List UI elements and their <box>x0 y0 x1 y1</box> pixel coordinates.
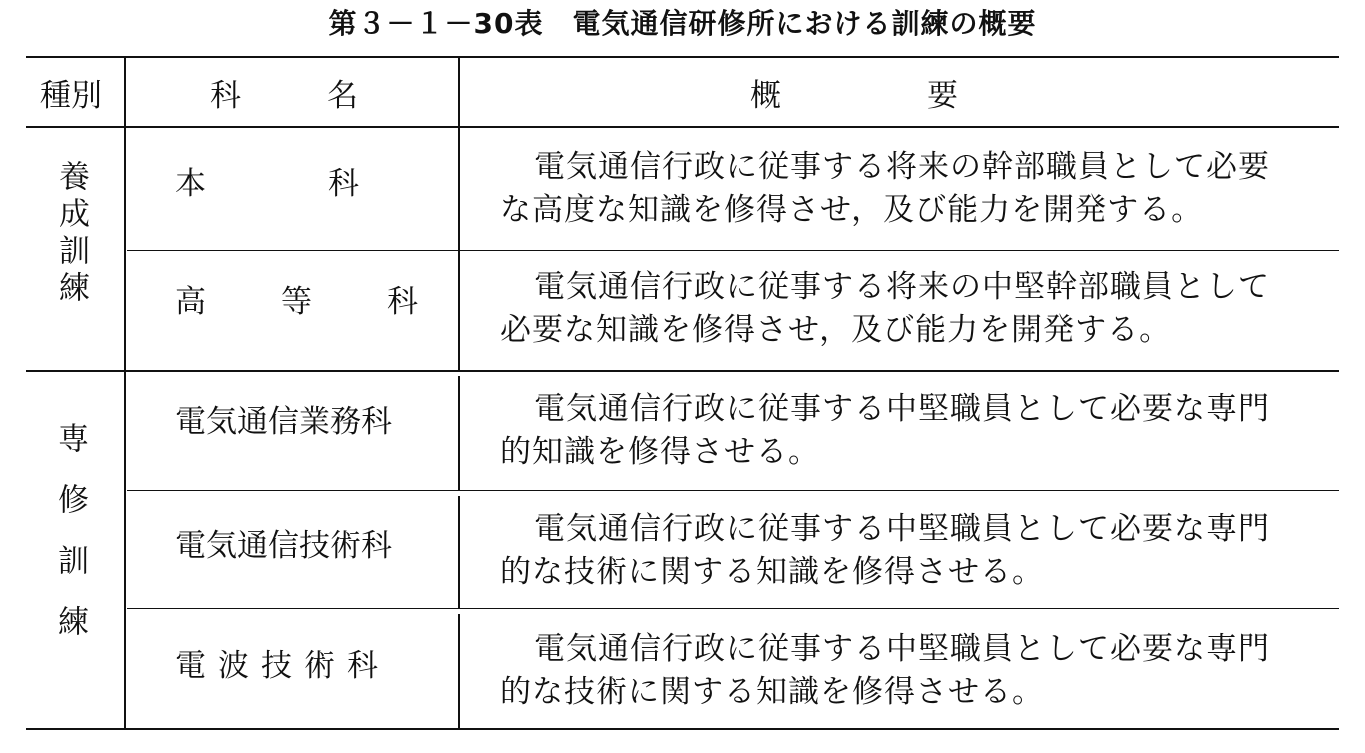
rule-row-divider <box>127 250 1339 251</box>
rule-col-course <box>458 614 460 728</box>
rule-col-course <box>458 496 460 608</box>
group-type-label: 専修訓練 <box>52 422 88 666</box>
rule-col-course <box>458 57 460 371</box>
rule-top <box>26 56 1339 58</box>
header-summary: 概 要 <box>750 78 986 114</box>
course-summary: 電気通信行政に従事する中堅職員として必要な専門的知識を修得させる。 <box>500 391 1270 470</box>
header-type: 種別 <box>40 78 102 114</box>
course-name: 電気通信技術科 <box>175 528 392 564</box>
course-name: 本 科 <box>175 166 379 202</box>
rule-group-divider <box>26 370 1339 372</box>
course-name: 高 等 科 <box>175 284 440 320</box>
course-summary: 電気通信行政に従事する中堅職員として必要な専門的な技術に関する知識を修得させる。 <box>500 631 1270 710</box>
course-summary: 電気通信行政に従事する中堅職員として必要な専門的な技術に関する知識を修得させる。 <box>500 511 1270 590</box>
rule-bottom <box>26 728 1339 730</box>
course-summary: 電気通信行政に従事する将来の中堅幹部職員として必要な知識を修得させ，及び能力を開発する。 <box>500 269 1270 348</box>
course-name: 電気通信業務科 <box>175 404 392 440</box>
rule-col-course <box>458 376 460 490</box>
rule-col-type <box>124 57 126 729</box>
table-title: 第３－１－30表 電気通信研修所における訓練の概要 <box>328 7 1037 40</box>
course-name: 電波技術科 <box>175 648 390 684</box>
group-type-label: 養成訓練 <box>53 160 89 308</box>
rule-row-divider <box>127 490 1339 491</box>
group-type-training-special <box>48 422 98 666</box>
course-summary: 電気通信行政に従事する将来の幹部職員として必要な高度な知識を修得させ，及び能力を開発する。 <box>500 149 1270 228</box>
group-type-training-basic <box>48 160 98 308</box>
header-course: 科 名 <box>210 78 366 114</box>
rule-row-divider <box>127 608 1339 609</box>
rule-header-bottom <box>26 126 1339 128</box>
